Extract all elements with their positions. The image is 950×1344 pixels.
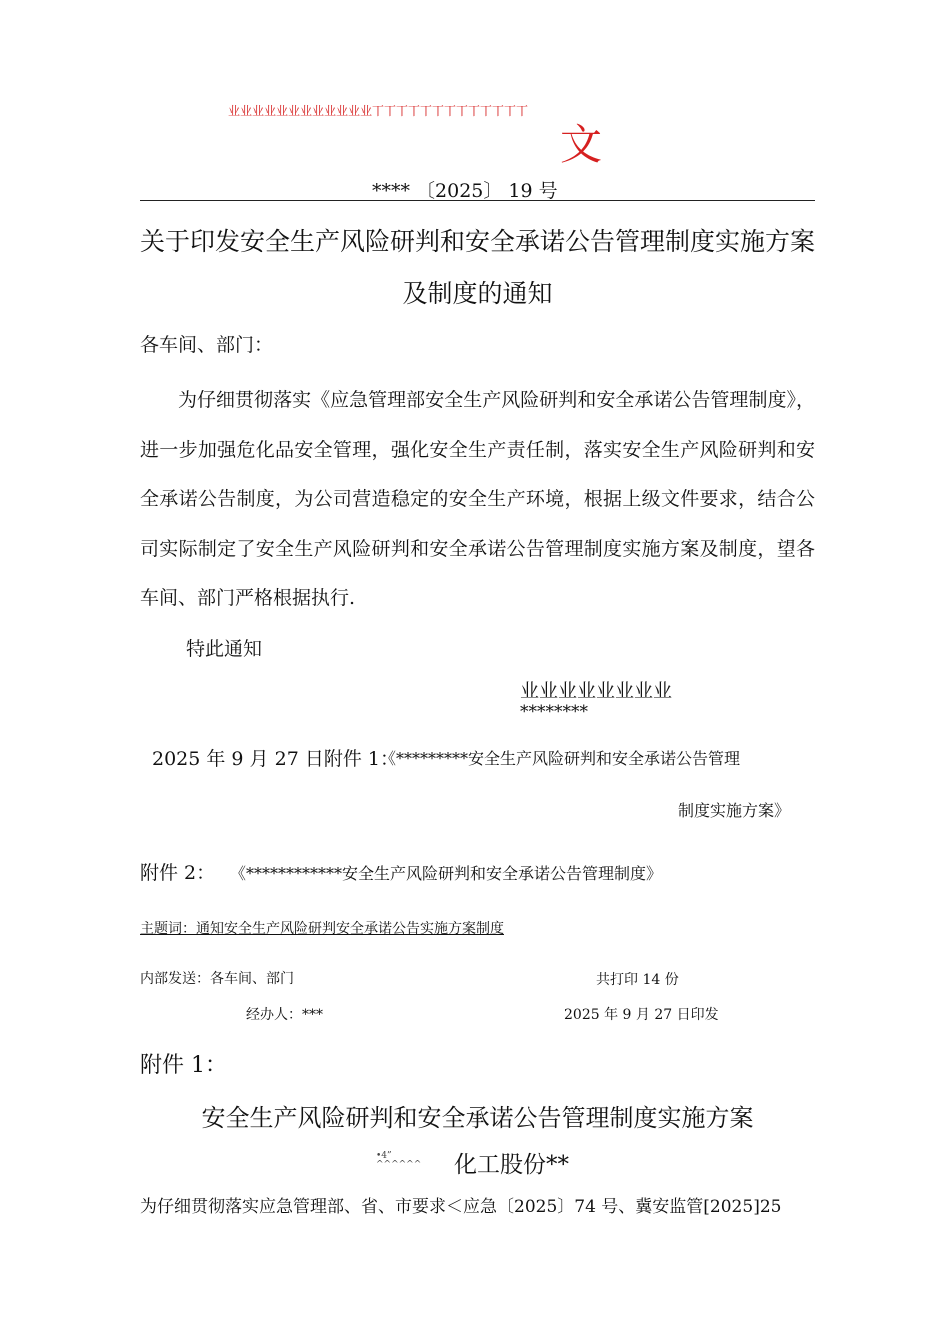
plan-title: 安全生产风险研判和安全承诺公告管理制度实施方案 (201, 1104, 754, 1132)
document-title-line1: 关于印发安全生产风险研判和安全承诺公告管理制度实施方案 (140, 227, 816, 256)
red-header-line: 业业业业业业业业业业业业丅丅丅丅丅丅丅丅丅丅丅丅丅 (228, 104, 529, 118)
stamp-mark: •4” ^^^^^^ (376, 1151, 422, 1170)
internal-distribution: 内部发送：各车间、部门 (140, 971, 294, 987)
attachment2-label: 附件 2： (140, 862, 216, 884)
attachment1-name-part1: 《*********安全生产风险研判和安全承诺公告管理 (380, 749, 741, 768)
keywords-line: 主题词：通知安全生产风险研判安全承诺公告实施方案制度 (140, 921, 504, 937)
company-name: 化工股份** (454, 1152, 569, 1178)
signature-org: 业业业业业业业业 (520, 680, 673, 702)
red-header-char: 文 (560, 120, 603, 169)
attachment1-name-part2: 制度实施方案》 (678, 801, 791, 820)
document-number: **** 〔2025〕 19 号 (372, 180, 558, 202)
attachment1-heading: 附件 1： (140, 1053, 227, 1078)
salutation: 各车间、部门： (140, 334, 274, 356)
header-divider (140, 200, 815, 201)
attachment2-name: 《************安全生产风险研判和安全承诺公告管理制度》 (230, 864, 663, 883)
handler: 经办人：*** (246, 1007, 323, 1023)
printed-date: 2025 年 9 月 27 日印发 (564, 1007, 719, 1023)
document-title-line2: 及制度的通知 (402, 279, 553, 308)
plan-first-line: 为仔细贯彻落实应急管理部、省、市要求＜应急〔2025〕74 号、冀安监管[2025]25 (140, 1197, 782, 1217)
issue-date-attachment1-label: 2025 年 9 月 27 日附件 1： (152, 748, 399, 770)
signature-name: ******** (520, 702, 588, 722)
body-paragraph: 为仔细贯彻落实《应急管理部安全生产风险研判和安全承诺公告管理制度》，进一步加强危化品安全管理，强化安全生产责任制，落实安全生产风险研判和安全承诺公告制度，为公司营造稳定的安全生产环境，根据上级文件要求，结合公司实际制定了安全生产风险研判和安全承诺公告管理制度实施方案及制度，望各车间、部门严格根据执行. (140, 389, 815, 609)
notice-closing: 特此通知 (186, 638, 263, 660)
print-copies: 共打印 14 份 (596, 972, 679, 988)
